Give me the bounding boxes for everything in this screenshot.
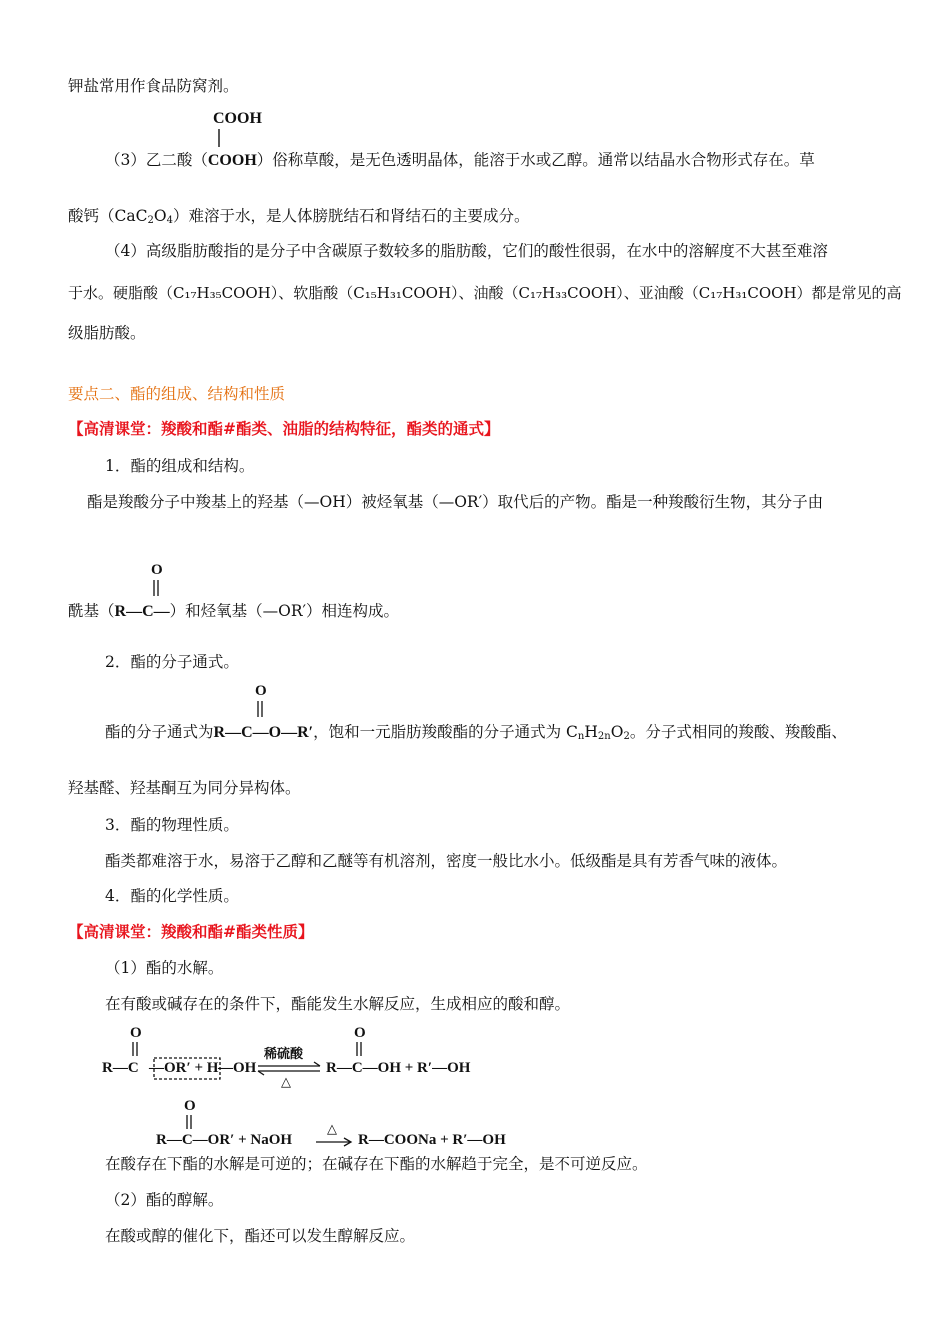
carbonyl-o: O bbox=[184, 1098, 196, 1114]
eq2-left: R—C—OR′ + NaOH bbox=[156, 1132, 293, 1148]
text-line: 在有酸或碱存在的条件下，酯能发生水解反应，生成相应的酸和醇。 bbox=[105, 995, 571, 1013]
eq1-oh: —OH bbox=[218, 1060, 257, 1076]
text-line: 钾盐常用作食品防窝剂。 bbox=[68, 77, 239, 95]
double-bond bbox=[131, 1042, 139, 1058]
acyl-formula: R—C— bbox=[114, 603, 170, 620]
subsection-title: 4．酯的化学性质。 bbox=[105, 887, 239, 905]
subsection-title: 3．酯的物理性质。 bbox=[105, 816, 239, 834]
heat-symbol: △ bbox=[281, 1074, 291, 1089]
text-line: 在酸存在下酯的水解是可逆的；在碱存在下酯的水解趋于完全，是不可逆反应。 bbox=[105, 1155, 648, 1173]
carbonyl-o: O bbox=[151, 562, 163, 578]
section-title: 要点二、酯的组成、结构和性质 bbox=[68, 385, 286, 403]
double-bond bbox=[185, 1115, 193, 1131]
acyl-line: 酰基（R—C—）和烃氧基（—OR′）相连构成。 bbox=[68, 602, 400, 620]
subsection-title: （1）酯的水解。 bbox=[105, 959, 224, 977]
subsection-title: 1．酯的组成和结构。 bbox=[105, 457, 255, 475]
oxalic-bottom: COOH bbox=[207, 152, 257, 169]
catalyst-label: 稀硫酸 bbox=[264, 1046, 304, 1061]
text-line: （4）高级脂肪酸指的是分子中含碳原子数较多的脂肪酸，它们的酸性很弱，在水中的溶解度不大甚至难溶 bbox=[105, 242, 828, 260]
text-line: 羟基醛、羟基酮互为同分异构体。 bbox=[68, 779, 301, 797]
eq2-right: R—COONa + R′—OH bbox=[358, 1132, 506, 1148]
text-line: 酯是羧酸分子中羧基上的羟基（—OH）被烃氧基（—OR′）取代后的产物。酯是一种羧酸衍生物，其分子由 bbox=[87, 493, 824, 511]
heat-symbol: △ bbox=[327, 1121, 337, 1136]
text-line: 级脂肪酸。 bbox=[68, 324, 146, 342]
oxalate-line: 酸钙$(CaC_2O_4)$难溶于水，是人体膀胱结石和肾结石的主要成分。 bbox=[68, 207, 530, 226]
eq1-boxed: —OR′ + H bbox=[149, 1060, 219, 1076]
classroom-tag: 【高清课堂：羧酸和酯#酯类性质】 bbox=[68, 922, 314, 941]
double-bond bbox=[355, 1042, 363, 1058]
subsection-title: （2）酯的醇解。 bbox=[105, 1191, 224, 1209]
classroom-tag: 【高清课堂：羧酸和酯#酯类、油脂的结构特征，酯类的通式】 bbox=[68, 419, 500, 438]
oxalic-top: COOH bbox=[213, 110, 262, 127]
carbonyl-o: O bbox=[354, 1025, 366, 1041]
text-line: 在酸或醇的催化下，酯还可以发生醇解反应。 bbox=[105, 1227, 416, 1245]
oxalic-line: （3）乙二酸（COOH）俗称草酸，是无色透明晶体，能溶于水或乙醇。通常以结晶水合物形式存在。草 bbox=[105, 151, 815, 169]
general-formula-line: 酯的分子通式为R—C—O—R′，饱和一元脂肪羧酸酯的分子通式为 $C_nH_{2n}O_2$。分子式相同的羧酸、羧酸酯、 bbox=[105, 723, 847, 742]
eq1-left: R—C bbox=[102, 1060, 139, 1076]
text-line: 于水。硬脂酸（C₁₇H₃₅COOH）、软脂酸（C₁₅H₃₁COOH）、油酸（C₁₇H₃₃COOH）、亚油酸（C₁₇H₃₁COOH）都是常见的高 bbox=[68, 284, 902, 302]
oxalic-bond bbox=[218, 129, 222, 149]
double-bond bbox=[152, 580, 160, 598]
reaction-arrow bbox=[316, 1137, 354, 1147]
subsection-title: 2．酯的分子通式。 bbox=[105, 653, 239, 671]
double-bond bbox=[256, 701, 264, 719]
carbonyl-o: O bbox=[130, 1025, 142, 1041]
text-line: 酯类都难溶于水，易溶于乙醇和乙醚等有机溶剂，密度一般比水小。低级酯是具有芳香气味的液体。 bbox=[105, 852, 788, 870]
ester-formula: R—C—O—R′ bbox=[213, 724, 314, 741]
eq1-right: R—C—OH + R′—OH bbox=[326, 1060, 471, 1076]
carbonyl-o: O bbox=[255, 683, 267, 699]
